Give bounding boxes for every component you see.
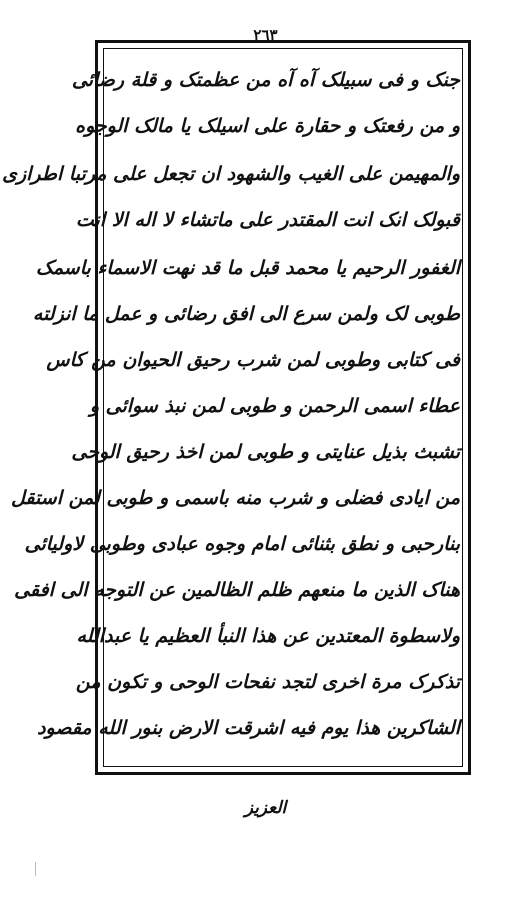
margin-mark (35, 862, 42, 876)
text-line-7: فی کتابی وطوبی لمن شرب رحیق الحیوان من کاس (46, 349, 460, 371)
text-line-11: بنارحبی و نطق بثنائی امام وجوه عبادی وطوبی لاولیائی (24, 533, 460, 555)
catchword: العزیز (244, 798, 287, 818)
text-line-13: ولاسطوة المعتدین عن هذا النبأ العظیم یا عبدالله (76, 625, 460, 647)
text-line-12: هناک الذین ما منعهم ظلم الظالمین عن التوجه الی افقی (14, 579, 460, 601)
text-line-1: جنک و فی سبیلک آه آه من عظمتک و قلة رضائی (71, 69, 460, 91)
text-line-15: الشاکرین هذا یوم فیه اشرقت الارض بنور الله مقصود (37, 717, 460, 739)
text-line-9: تشبث بذیل عنایتی و طوبی لمن اخذ رحیق الوحی (71, 441, 460, 463)
manuscript-text-block (2, 60, 460, 760)
text-line-8: عطاء اسمی الرحمن و طوبی لمن نبذ سوائی و (89, 395, 460, 417)
text-line-2: و من رفعتک و حقارة علی اسیلک یا مالک الوجوه (75, 115, 460, 137)
text-line-14: تذکرک مرة اخری لتجد نفحات الوحی و تکون من (75, 671, 460, 693)
text-line-6: طوبی لک ولمن سرع الی افق رضائی و عمل ما انزلته (32, 303, 460, 325)
page-number: ٢٦٣ (253, 26, 278, 44)
text-line-5: الغفور الرحیم یا محمد قبل ما قد نهت الاسماء باسمک (35, 257, 460, 279)
text-line-4: قبولک انک انت المقتدر علی ماتشاء لا اله الا انت (75, 209, 460, 231)
text-line-3: والمهیمن علی الغیب والشهود ان تجعل علی مرتبا اطرازی (2, 163, 460, 185)
text-line-10: من ایادی فضلی و شرب منه باسمی و طوبی لمن استقل (11, 487, 460, 509)
